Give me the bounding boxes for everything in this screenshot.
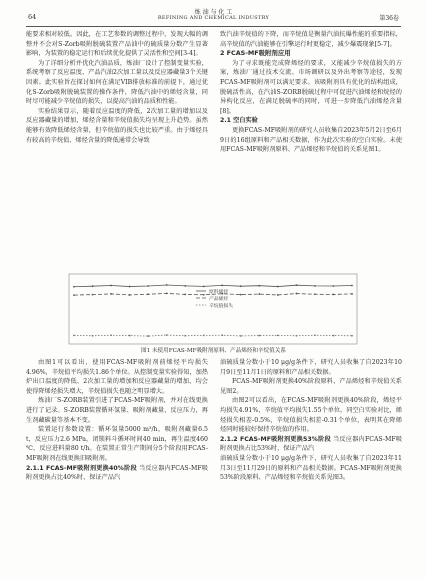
paragraph: 炼油厂S-ZORB装置引进了FCAS-MF吸附剂，并对在线更换进行了记录。S-ZORB装置循环氢量、吸附剂藏量、反应压力，再生剂藏碳量等基本不变。	[26, 397, 208, 424]
data-point	[277, 286, 279, 288]
data-point	[203, 335, 205, 337]
data-point	[184, 294, 186, 296]
data-point	[314, 293, 316, 295]
data-point	[221, 334, 223, 336]
right-column-bottom	[220, 358, 402, 483]
paragraph	[26, 464, 208, 483]
paragraph-text: 当反应器内FCAS-MF吸附剂更换占比53%时，保证产品汽	[220, 435, 403, 453]
data-point	[333, 285, 335, 287]
data-point	[258, 285, 260, 287]
data-point	[203, 294, 205, 296]
paragraph: 装置运行参数设置：循环氢量5000 m³/h，吸附剂藏量6.5 t，反应压力2.6 MPa，闭锁料斗循环时间40 min，再生温度460 ℃，反应进料量80 t/h。在装置正常生产期间分5个阶段用FCAS-MF吸附剂在线更换旧吸附剂。	[26, 426, 208, 462]
data-point	[333, 294, 335, 296]
page-number: 64	[28, 13, 37, 21]
left-column-top	[26, 30, 208, 145]
section-heading: 2 FCAS-MF吸附剂应用	[220, 49, 291, 58]
data-point	[240, 294, 242, 296]
data-point	[296, 293, 298, 295]
paragraph	[220, 435, 402, 454]
data-point	[147, 335, 149, 337]
paragraph: 能要求相对较低。因此，在工艺参数的调整过程中，发现大幅的调整并不会对S-Zorb吸附脱硫装置产品油中的硫质量分数产生显著影响，为装置的稳定运行和后续优化提供了灵活性和空间[3-4]。	[26, 31, 208, 58]
paragraph: 更换FCAS-MF吸附剂的研究人员收集自2023年5月2日至6月9日的16组原料和产品相关数据，作为此次实验的空白实验。未使用FCAS-MF吸附剂原料、产品烯烃和辛烷值的关系见图1。	[220, 126, 402, 154]
data-point	[166, 284, 168, 286]
paragraph: 油硫质量分数小于10 μg/g条件下，研究人员收集了自2023年10月9日至11月1日的原料和产品相关数据。	[220, 359, 402, 376]
data-point	[277, 294, 279, 296]
paragraph: 为了寻求既能完成降烯烃的要求，又能减少辛烷值损失的方案，炼油厂通过技术交流、市场调研以及外出考察等途径，发现FCAS-MF吸附剂可以满足要求。该吸附剂具有优化的结构组成，脱硫活性高，在汽油S-ZORB脱硫过程中可促进汽油烯烃和烷烃的异构化反应，在满足脱硫率的同时，可进一步降低汽油烯烃含量[8]。	[220, 59, 402, 115]
volume-label: 第36卷	[379, 15, 399, 22]
data-point	[296, 284, 298, 286]
data-point	[221, 284, 223, 286]
data-point	[184, 335, 186, 337]
data-point	[240, 285, 242, 287]
data-point	[333, 335, 335, 337]
legend-label: 原料烯烃	[209, 289, 229, 295]
paragraph: 致汽油辛烷值的下降，而辛烷值是衡量汽油抗爆性能的重要指标，高辛烷值的汽油能够在引擎运行时更稳定，减少爆震现象[5-7]。	[220, 31, 402, 48]
data-point	[166, 293, 168, 295]
data-point	[73, 294, 75, 296]
paragraph: 实验结果显示，随着反应温度的降低，2次加工量的增加以及反应器藏量的增加，烯烃含量和辛烷值损失均呈现上升趋势。虽然能够有效降低烯烃含量，但辛烷值的损失也比较严重。由于烯烃具有较高的辛烷值，烯烃含量的降低通常会导致	[26, 107, 208, 144]
data-point	[203, 285, 205, 287]
legend-label: 产品烯烃	[209, 296, 229, 302]
paragraph-text: 当反应器内FCAS-MF吸附剂更换占比40%时，保证产品汽	[26, 464, 209, 482]
data-point	[351, 335, 353, 337]
right-column-top	[220, 30, 402, 155]
data-point	[258, 293, 260, 295]
subsection-heading: 2.1.1 FCAS-MF吸附剂更换40%阶段	[26, 464, 137, 472]
data-point	[92, 294, 94, 296]
paragraph: FCAS-MF吸附剂更换40%阶段原料、产品烯烃和辛烷值关系见图2。	[220, 378, 402, 395]
data-point	[277, 335, 279, 337]
data-point	[314, 334, 316, 336]
figure-caption: 图1 未使用FCAS-MF吸附剂原料、产品烯烃和辛烷值关系	[141, 348, 286, 354]
plot-frame	[69, 274, 357, 344]
journal-title-cn: 炼 油 与 化 工	[194, 9, 233, 16]
data-point	[351, 285, 353, 287]
data-point	[240, 335, 242, 337]
journal-title-en: REFINING AND CHEMICAL INDUSTRY	[157, 15, 270, 21]
data-point	[147, 293, 149, 295]
data-point	[92, 285, 94, 287]
data-point	[258, 335, 260, 337]
data-point	[129, 286, 131, 288]
data-point	[184, 285, 186, 287]
paragraph: 为了详细分析并优化汽油品质，炼油厂设计了控制变量实验，系统考察了反应温度、产品汽油2次加工量以及反应器藏量3个关键因素。此实验旨在探讨如何在满足VIB排放标准的前提下，通过优化S-Zorb吸附脱硫装置的操作条件，降低汽油中的烯烃含量，同时尽可能减少辛烷值的损失，以提高汽油的品质和性能。	[26, 59, 208, 106]
left-column-bottom	[26, 358, 208, 483]
data-point	[92, 335, 94, 337]
paragraph: 由图1可以看出，使用FCAS-MF吸附剂前烯烃平均损失4.96%，辛烷值平均损失1.86个单位。从控制变量实验得知，加热炉出口温度的降低、2次加工量的增加和反应器藏量的增加，均会使得降烯烃损失增大，辛烷值损失也随之明显增大。	[26, 359, 208, 395]
data-point	[147, 285, 149, 287]
data-point	[166, 334, 168, 336]
data-point	[129, 294, 131, 296]
data-point	[73, 286, 75, 288]
data-point	[129, 335, 131, 337]
data-point	[296, 335, 298, 337]
data-point	[110, 293, 112, 295]
figure-1	[68, 273, 358, 345]
data-point	[110, 334, 112, 336]
subsection-heading: 2.1 空白实验	[220, 117, 258, 125]
paragraph: 油硫质量分数小于10 μg/g条件下，研究人员收集了自2023年11月3日至11月29日的原料和产品相关数据。FCAS-MF吸附剂更换53%阶段原料、产品烯烃和辛烷值关系见图3。	[220, 454, 402, 482]
legend-label: 辛烷值损失	[209, 303, 233, 309]
paragraph: 由图2可以看出，在FCAS-MF吸附剂更换40%阶段，烯烃平均损失4.91%，辛烷值平均损失1.55个单位。同空白实验对比，烯烃损失相差-0.5%，辛烷值损失相差-0.31个单位，表明其在降烯烃同时能较好保持辛烷值的作用。	[220, 397, 402, 434]
data-point	[110, 285, 112, 287]
data-point	[314, 285, 316, 287]
line-chart	[68, 273, 358, 345]
running-header	[26, 6, 401, 27]
data-point	[351, 293, 353, 295]
data-point	[73, 335, 75, 337]
subsection-heading: 2.1.2 FCAS-MF吸附剂更换53%阶段	[220, 435, 331, 443]
